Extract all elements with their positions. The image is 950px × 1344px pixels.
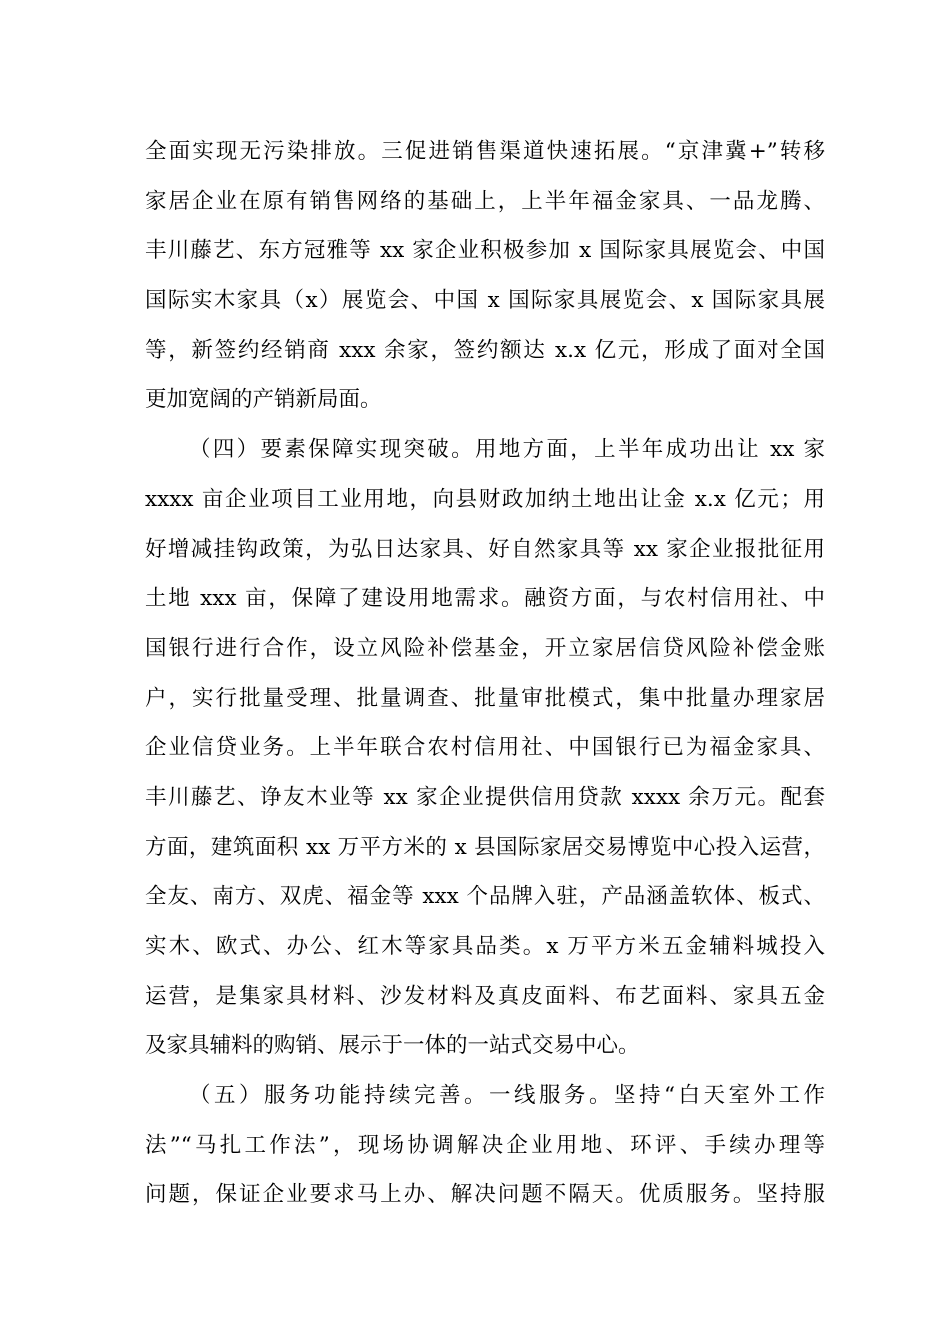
text-line: 更加宽阔的产销新局面。 (145, 387, 382, 413)
text-line: 等，新签约经销商 xxx 余家，签约额达 x.x 亿元，形成了面对全国 (145, 337, 825, 363)
text-line: 好增减挂钩政策，为弘日达家具、好自然家具等 xx 家企业报批征用 (145, 536, 825, 562)
text-line: xxxx 亩企业项目工业用地，向县财政加纳土地出让金 x.x 亿元；用 (145, 486, 825, 512)
text-line: 国银行进行合作，设立风险补偿基金，开立家居信贷风险补偿金账 (145, 635, 825, 661)
text-line: 全面实现无污染排放。三促进销售渠道快速拓展。“京津冀+”转移 (145, 139, 825, 164)
text-line: 法”“马扎工作法”，现场协调解决企业用地、环评、手续办理等 (145, 1132, 825, 1158)
body-text (145, 127, 825, 1220)
paragraph-heading-line: （五）服务功能持续完善。一线服务。坚持“白天室外工作 (189, 1083, 825, 1109)
text-line: 方面，建筑面积 xx 万平方米的 x 县国际家居交易博览中心投入运营， (145, 834, 825, 860)
text-line: 及家具辅料的购销、展示于一体的一站式交易中心。 (145, 1033, 640, 1059)
text-line: 丰川藤艺、诤友木业等 xx 家企业提供信用贷款 xxxx 余万元。配套 (145, 784, 825, 810)
text-line: 户，实行批量受理、批量调查、批量审批模式，集中批量办理家居 (145, 685, 825, 711)
text-line: 问题，保证企业要求马上办、解决问题不隔天。优质服务。坚持服 (145, 1182, 825, 1208)
text-line: 全友、南方、双虎、福金等 xxx 个品牌入驻，产品涵盖软体、板式、 (145, 884, 825, 910)
paragraph-heading-line: （四）要素保障实现突破。用地方面，上半年成功出让 xx 家 (189, 437, 825, 463)
text-line: 家居企业在原有销售网络的基础上，上半年福金家具、一品龙腾、 (145, 188, 825, 214)
text-line: 运营，是集家具材料、沙发材料及真皮面料、布艺面料、家具五金 (145, 983, 825, 1009)
text-line: 实木、欧式、办公、红木等家具品类。x 万平方米五金辅料城投入 (145, 934, 825, 959)
text-line: 土地 xxx 亩，保障了建设用地需求。融资方面，与农村信用社、中 (145, 586, 825, 612)
text-line: 丰川藤艺、东方冠雅等 xx 家企业积极参加 x 国际家具展览会、中国 (145, 238, 825, 264)
text-line: 企业信贷业务。上半年联合农村信用社、中国银行已为福金家具、 (145, 735, 825, 761)
text-line: 国际实木家具（x）展览会、中国 x 国际家具展览会、x 国际家具展 (145, 288, 825, 314)
